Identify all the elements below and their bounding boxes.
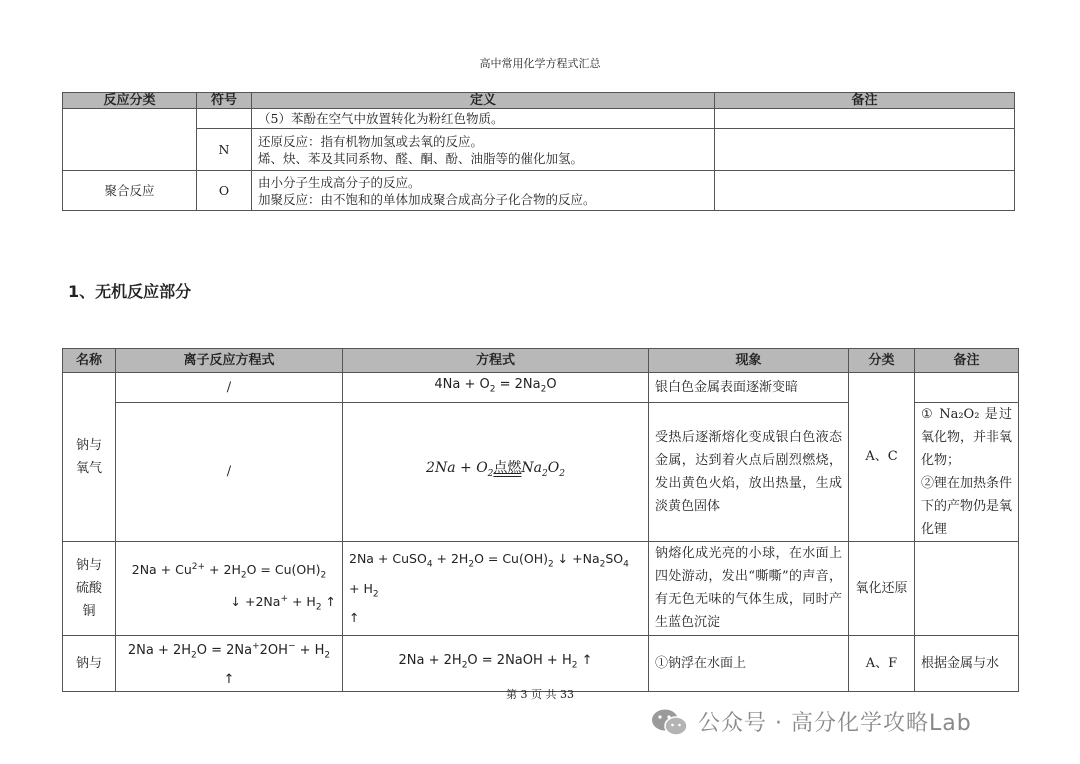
- definition-line: （5）苯酚在空气中放置转化为粉红色物质。: [258, 111, 504, 126]
- phenomenon-cell: 钠熔化成光亮的小球，在水面上四处游动，发出“嘶嘶”的声音，有无色无味的气体生成，同时产生蓝色沉淀: [649, 541, 849, 635]
- equation-text: ↓ $+2Na^+ + H_2$ ↑: [230, 594, 336, 613]
- note-cell: [915, 541, 1019, 635]
- symbol-cell: O: [197, 171, 252, 211]
- note-cell: [715, 129, 1015, 171]
- ionic-equation-cell: [116, 541, 343, 635]
- col-header-definition: 定义: [252, 93, 715, 109]
- section-title: 1、无机反应部分: [68, 282, 192, 301]
- category-cell: A、C: [849, 373, 915, 542]
- equation-cell: [343, 635, 649, 691]
- reaction-classification-table: [62, 92, 1015, 211]
- phenomenon-cell: ①钠浮在水面上: [649, 635, 849, 691]
- equation-text: $2Na + O_2$点燃$Na_2O_2$: [426, 460, 565, 479]
- page-number: 第 3 页 共 33: [506, 688, 574, 701]
- equation-cell: [343, 402, 649, 541]
- definition-cell: [252, 129, 715, 171]
- reaction-name-cell: 钠与 氧气: [63, 373, 116, 542]
- note-line: ②锂在加热条件下的产物仍是氧化锂: [921, 475, 1013, 537]
- equation-text: 2Na + CuSO$_4$ + $2H_2O = Cu(OH)_2$ ↓ $+Na_2SO_4 + H_2$: [349, 551, 629, 600]
- category-cell: 氧化还原: [849, 541, 915, 635]
- note-line: ① Na₂O₂ 是过氧化物，并非氧化物；: [921, 406, 1013, 468]
- watermark: [650, 706, 972, 737]
- inorganic-reactions-table: [62, 348, 1019, 692]
- col-header-name: 名称: [63, 349, 116, 373]
- wechat-icon: [650, 707, 690, 737]
- category-cell: [63, 109, 197, 171]
- symbol-cell: N: [197, 129, 252, 171]
- col-header-ionic: 离子反应方程式: [116, 349, 343, 373]
- phenomenon-cell: 受热后逐渐熔化变成银白色液态金属，达到着火点后剧烈燃烧，发出黄色火焰，放出热量，生成淡黄色固体: [649, 402, 849, 541]
- col-header-phenomenon: 现象: [649, 349, 849, 373]
- phenomenon-cell: 银白色金属表面逐渐变暗: [649, 373, 849, 403]
- definition-cell: [252, 109, 715, 129]
- col-header-note: 备注: [915, 349, 1019, 373]
- col-header-equation: 方程式: [343, 349, 649, 373]
- definition-line: 烯、炔、苯及其同系物、醛、酮、酚、油脂等的催化加氢。: [258, 150, 584, 166]
- col-header-symbol: 符号: [197, 93, 252, 109]
- equation-cell: [343, 373, 649, 403]
- col-header-category: 反应分类: [63, 93, 197, 109]
- ionic-equation-cell: [116, 635, 343, 691]
- ionic-equation-cell: /: [116, 402, 343, 541]
- definition-line: 由小分子生成高分子的反应。: [258, 174, 421, 190]
- definition-line: 加聚反应：由不饱和的单体加成聚合成高分子化合物的反应。: [258, 191, 596, 207]
- symbol-cell: [197, 109, 252, 129]
- reaction-name-cell: 钠与 硫酸 铜: [63, 541, 116, 635]
- page-header: 高中常用化学方程式汇总: [479, 57, 601, 70]
- note-cell: [915, 373, 1019, 403]
- definition-cell: [252, 171, 715, 211]
- category-cell: A、F: [849, 635, 915, 691]
- category-cell: 聚合反应: [63, 171, 197, 211]
- note-cell: [715, 171, 1015, 211]
- definition-line: 还原反应：指有机物加氢或去氧的反应。: [258, 133, 484, 149]
- ionic-equation-cell: /: [116, 373, 343, 403]
- note-cell: 根据金属与水: [915, 635, 1019, 691]
- note-cell: [915, 402, 1019, 541]
- watermark-text: 公众号 · 高分化学攻略Lab: [698, 711, 972, 736]
- note-cell: [715, 109, 1015, 129]
- col-header-category: 分类: [849, 349, 915, 373]
- equation-text: ↑: [349, 610, 360, 626]
- reaction-name-cell: 钠与: [63, 635, 116, 691]
- equation-cell: [343, 541, 649, 635]
- equation-text: $4Na + O_2 = 2Na_2O$: [434, 377, 557, 395]
- col-header-note: 备注: [715, 93, 1015, 109]
- equation-text: $2Na + 2H_2O = 2Na^+2OH^- + H_2$ ↑: [127, 641, 331, 687]
- equation-text: $2Na + 2H_2O$ = 2NaOH + $H_2$ ↑: [398, 652, 593, 671]
- equation-text: $2Na + Cu^{2+} + 2H_2O = Cu(OH)_2$: [131, 562, 327, 582]
